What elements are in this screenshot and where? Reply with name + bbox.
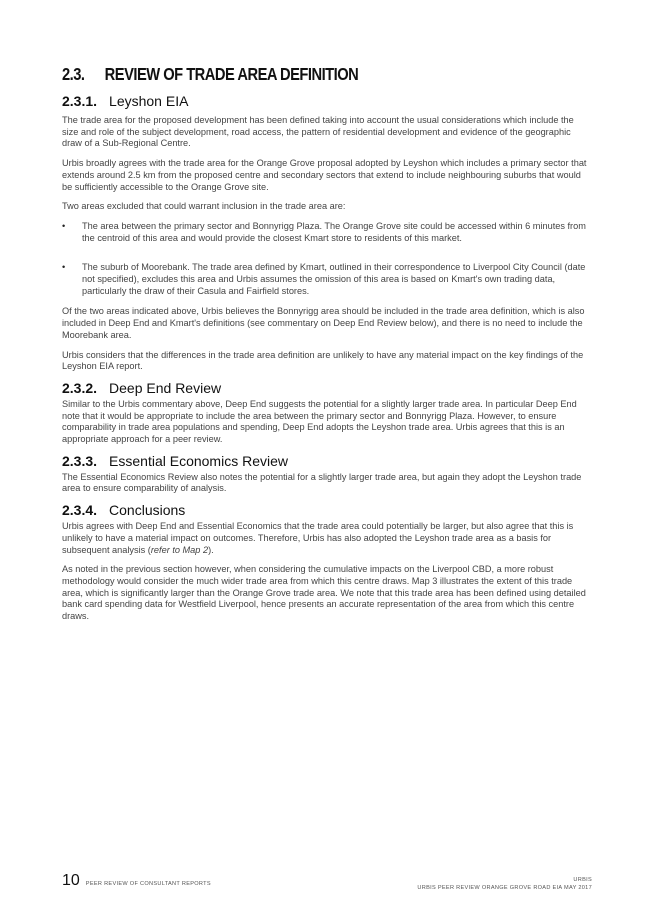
footer-document-label: URBIS PEER REVIEW ORANGE GROVE ROAD EIA MAY 2017 [417,885,592,891]
section-title: REVIEW OF TRADE AREA DEFINITION [104,64,359,84]
section-number: 2.3. [62,64,85,84]
paragraph: The trade area for the proposed development has been defined taking into account the usual considerations which include the size and role of the subject development, road access, the pattern of residential development and evidence of the geographic draw of a Sub-Regional Centre. [62,115,574,149]
subsection-heading-conclusions [62,501,592,519]
subsection-number: 2.3.4. [62,502,98,519]
bullet-item [62,262,592,297]
footer-section-label: PEER REVIEW OF CONSULTANT REPORTS [85,881,211,887]
page-body [62,64,592,623]
subsection-heading-leyshon [62,92,592,110]
bullet-list [62,221,592,298]
paragraph: The Essential Economics Review also notes the potential for a slightly larger trade area, but again they adopt the Leyshon trade area to ensure comparability of analysis. [62,471,582,494]
paragraph: Urbis broadly agrees with the trade area for the Orange Grove proposal adopted by Leyshon which includes a primary sector that extends around 2.5 km from the proposed centre and secondary sectors that extend to include neighbouring suburbs that would be sufficiently accessible to the Orange Grove site. [62,158,587,192]
paragraph: Two areas excluded that could warrant inclusion in the trade area are: [62,201,346,212]
paragraph: Urbis considers that the differences in the trade area definition are unlikely to have any material impact on the key findings of the Leyshon EIA report. [62,349,584,372]
bullet-text: The suburb of Moorebank. The trade area defined by Kmart, outlined in their correspondence to Liverpool City Council (date not specified), excludes this area and Urbis assumes the omission of this area is based on Kmart's own trading data, particularly the draw of their Casula and Fairfield stores. [82,262,586,296]
section-heading [62,64,507,86]
page-number: 10 [62,872,80,889]
paragraph [62,521,592,556]
paragraph: Of the two areas indicated above, Urbis believes the Bonnyrigg area should be included in the trade area definition, which is also included in Deep End and Kmart's definitions (see commentary on Deep End Review below), and there is no need to include the Moorebank area. [62,306,585,340]
subsection-number: 2.3.1. [62,93,98,109]
subsection-title: Conclusions [109,502,186,519]
subsection-title: Leyshon EIA [109,93,189,109]
bullet-icon: • [62,220,66,231]
footer-brand: URBIS [573,877,592,883]
bullet-icon: • [62,262,66,273]
footer-left [62,872,211,890]
paragraph: Similar to the Urbis commentary above, Deep End suggests the potential for a slightly larger trade area. In particular Deep End note that it would be appropriate to include the area between the primary sector and Bonnyrigg Plaza. However, to ensure comparability in trade area populations and spending, Deep End adopts the Leyshon trade area. Urbis agrees that this is an appropriate approach for a peer review. [62,398,577,445]
paragraph-text-end: ). [208,544,214,555]
bullet-text: The area between the primary sector and Bonnyrigg Plaza. The Orange Grove site could be accessed within 6 minutes from the centroid of this area and would provide the closest Kmart store to residents of this market. [82,220,586,243]
subsection-heading-deep-end [62,379,592,397]
footer-right [417,876,592,892]
subsection-number: 2.3.3. [62,452,98,469]
paragraph-text: Urbis agrees with Deep End and Essential Economics that the trade area could potentially be larger, but also agree that this is unlikely to have a material impact on outcomes. Therefore, Urbis has also adopted the Leyshon trade area as a basis for subsequent analysis ( [62,521,574,555]
subsection-number: 2.3.2. [62,379,98,396]
subsection-heading-essential-economics [62,452,592,470]
bullet-item [62,221,592,244]
paragraph: As noted in the previous section however, when considering the cumulative impacts on the Liverpool CBD, a more robust methodology would consider the much wider trade area from which this centre draws. Map 3 illustrates the extent of this trade area, which is significantly larger than the Orange Grove trade area. We note that this trade area has been defined using detailed bank card spending data for Westfield Liverpool, hence presents an accurate representation of the area from which this centre draws. [62,564,586,622]
subsection-title: Deep End Review [109,379,222,396]
map-reference: refer to Map 2 [150,544,209,555]
subsection-title: Essential Economics Review [109,452,288,469]
